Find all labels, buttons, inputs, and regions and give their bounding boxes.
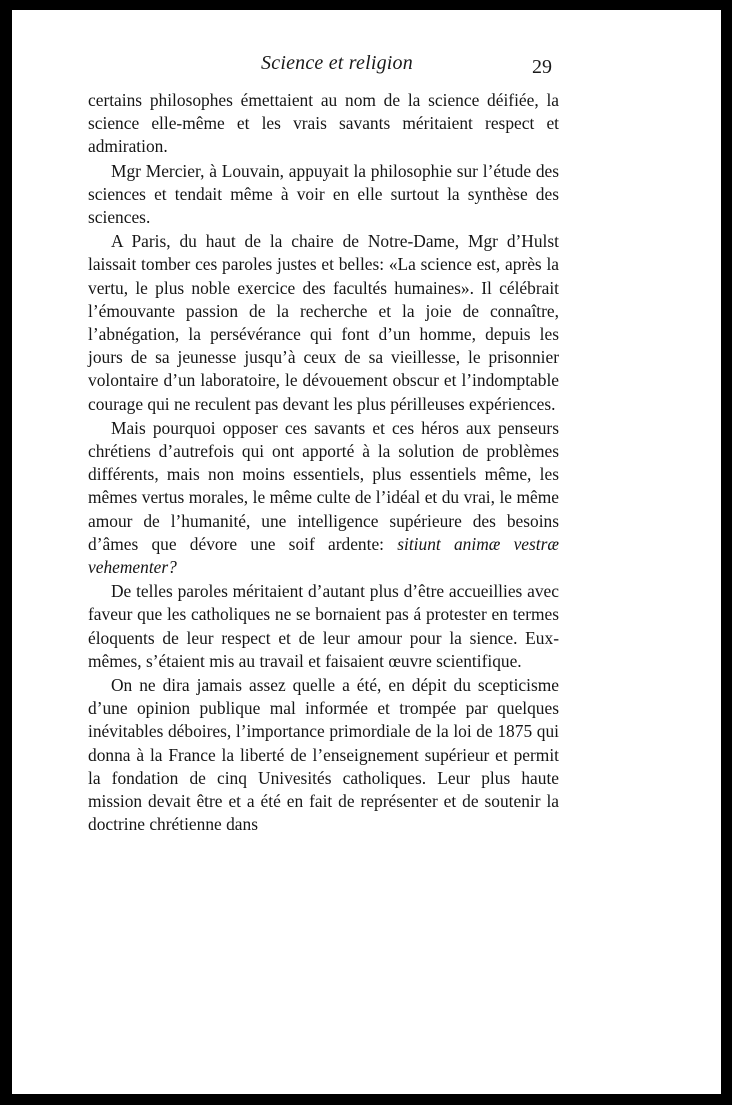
paragraph-6: On ne dira jamais assez quelle a été, en dépit du scepticisme d’une opinion publique mal informée et trompée par quelques inévitables déboires, l’importance primordiale de la loi de 1875 qui donna à la France la liberté de l’enseignement supérieur et permit la fondation de cinq Univesités catholiques. Leur plus haute mission devait être et a été en fait de représenter et de soutenir la doctrine chrétienne dans: [88, 675, 559, 835]
running-title: Science et religion: [261, 52, 413, 74]
running-head: [12, 52, 721, 82]
paragraph-4: [88, 417, 559, 579]
body-text: [88, 89, 559, 838]
latin-quote: sitiunt animæ vestræ vehementer?: [88, 533, 559, 578]
paragraph-2: Mgr Mercier, à Louvain, appuyait la philosophie sur l’étude des sciences et tendait même à voir en elle surtout la synthèse des sciences.: [88, 160, 559, 228]
page-number: 29: [532, 56, 552, 78]
paragraph-5: De telles paroles méritaient d’autant plus d’être accueillies avec faveur que les catholiques ne se bornaient pas á protester en termes éloquents de leur respect et de leur amour pour la sience. Eux-mêmes, s’étaient mis au travail et faisaient œuvre scientifique.: [88, 581, 559, 671]
book-page: [12, 10, 721, 1094]
paragraph-3: A Paris, du haut de la chaire de Notre-Dame, Mgr d’Hulst laissait tomber ces paroles justes et belles: «La science est, après la vertu, le plus noble exercice des facultés humaines». Il célébrait l’émouvante passion de la recherche et la joie de connaître, l’abnégation, la persévérance qui font d’un homme, depuis les jours de sa jeunesse jusqu’à ceux de sa vieillesse, le prisonnier volontaire d’un laboratoire, le dévouement obscur et l’indomptable courage qui ne reculent pas devant les plus périlleuses expériences.: [88, 231, 559, 414]
paragraph-4-text: Mais pourquoi opposer ces savants et ces héros aux penseurs chrétiens d’autrefois qui ont apporté à la solution de problèmes différents, mais non moins essentiels, plus essentiels même, les mêmes vertus morales, le même culte de l’idéal et du vrai, le même amour de l’humanité, une intelligence supérieure des besoins d’âmes que dévore une soif ardente:: [88, 417, 559, 554]
paragraph-1: certains philosophes émettaient au nom de la science déifiée, la science elle-même et les vrais savants méritaient respect et admiration.: [88, 90, 559, 157]
